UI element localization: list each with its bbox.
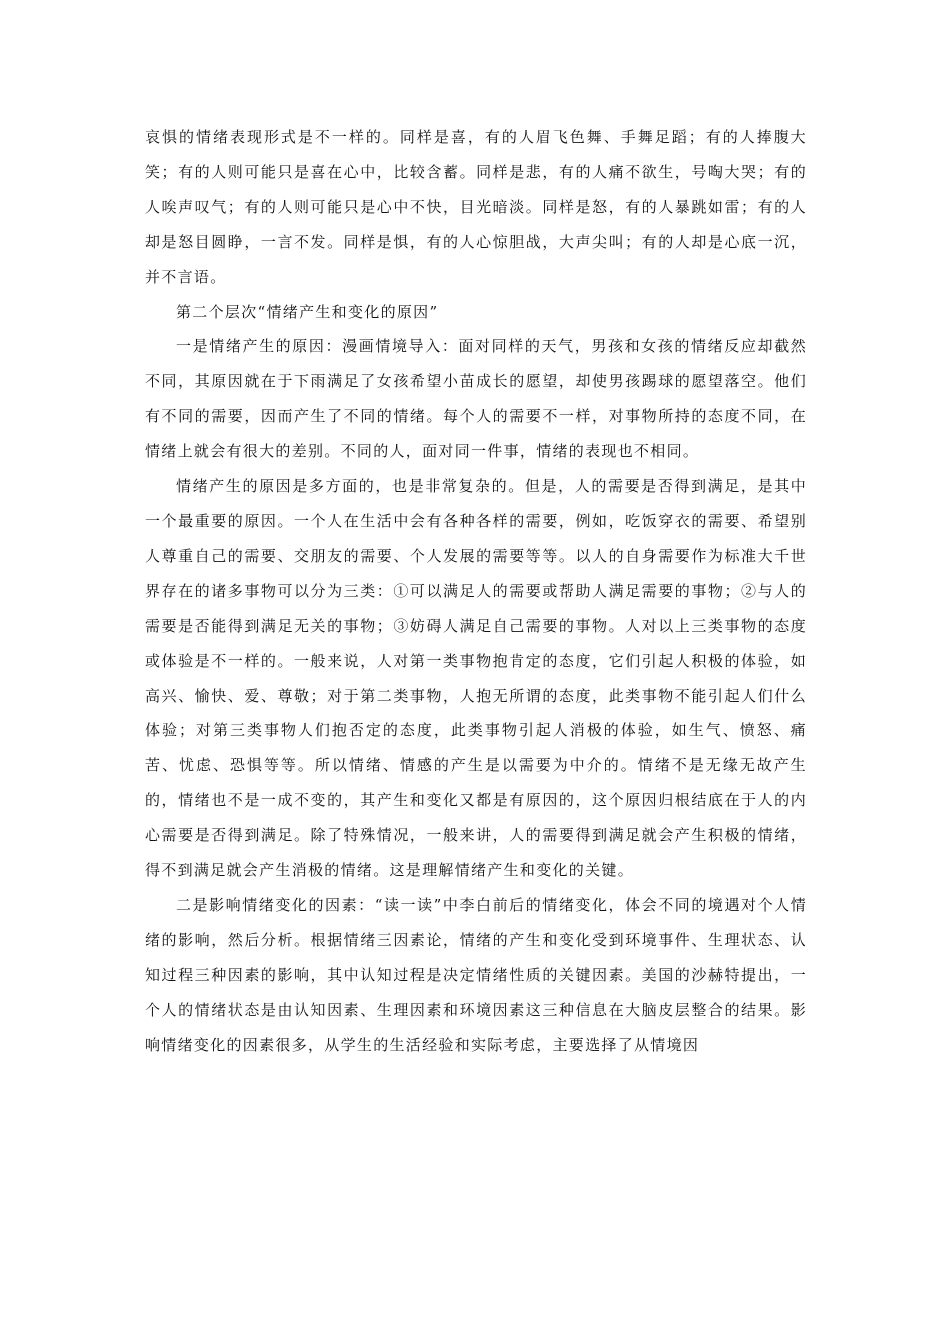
document-page bbox=[145, 120, 807, 1062]
paragraph-influence-factors: 二是影响情绪变化的因素：“读一读”中李白前后的情绪变化，体会不同的境遇对个人情绪的影响，然后分析。根据情绪三因素论，情绪的产生和变化受到环境事件、生理状态、认知过程三种因素的影响，其中认知过程是决定情绪性质的关键因素。美国的沙赫特提出，一个人的情绪状态是由认知因素、生理因素和环境因素这三种信息在大脑皮层整合的结果。影响情绪变化的因素很多，从学生的生活经验和实际考虑，主要选择了从情境因 bbox=[145, 895, 807, 1054]
paragraph-emotion-cause: 一是情绪产生的原因：漫画情境导入：面对同样的天气，男孩和女孩的情绪反应却截然不同，其原因就在于下雨满足了女孩希望小苗成长的愿望，却使男孩踢球的愿望落空。他们有不同的需要，因而产生了不同的情绪。每个人的需要不一样，对事物所持的态度不同，在情绪上就会有很大的差别。不同的人，面对同一件事，情绪的表现也不相同。 bbox=[145, 337, 807, 461]
paragraph-needs-analysis: 情绪产生的原因是多方面的，也是非常复杂的。但是，人的需要是否得到满足，是其中一个最重要的原因。一个人在生活中会有各种各样的需要，例如，吃饭穿衣的需要、希望别人尊重自己的需要、交朋友的需要、个人发展的需要等等。以人的自身需要作为标准大千世界存在的诸多事物可以分为三类：①可以满足人的需要或帮助人满足需要的事物；②与人的需要是否能得到满足无关的事物；③妨碍人满足自己需要的事物。人对以上三类事物的态度或体验是不一样的。一般来说，人对第一类事物抱肯定的态度，它们引起人积极的体验，如高兴、愉快、爱、尊敬；对于第二类事物，人抱无所谓的态度，此类事物不能引起人们什么体验；对第三类事物人们抱否定的态度，此类事物引起人消极的体验，如生气、愤怒、痛苦、忧虑、恐惧等等。所以情绪、情感的产生是以需要为中介的。情绪不是无缘无故产生的，情绪也不是一成不变的，其产生和变化又都是有原因的，这个原因归根结底在于人的内心需要是否得到满足。除了特殊情况，一般来讲，人的需要得到满足就会产生积极的情绪，得不到满足就会产生消极的情绪。这是理解情绪产生和变化的关键。 bbox=[145, 477, 807, 880]
section-heading: 第二个层次“情绪产生和变化的原因” bbox=[176, 302, 439, 321]
paragraph-continuation: 哀惧的情绪表现形式是不一样的。同样是喜，有的人眉飞色舞、手舞足蹈；有的人捧腹大笑；有的人则可能只是喜在心中，比较含蓄。同样是悲，有的人痛不欲生，号啕大哭；有的人唉声叹气；有的人则可能只是心中不快，目光暗淡。同样是怒，有的人暴跳如雷；有的人却是怒目圆睁，一言不发。同样是惧，有的人心惊胆战，大声尖叫；有的人却是心底一沉，并不言语。 bbox=[145, 128, 807, 286]
